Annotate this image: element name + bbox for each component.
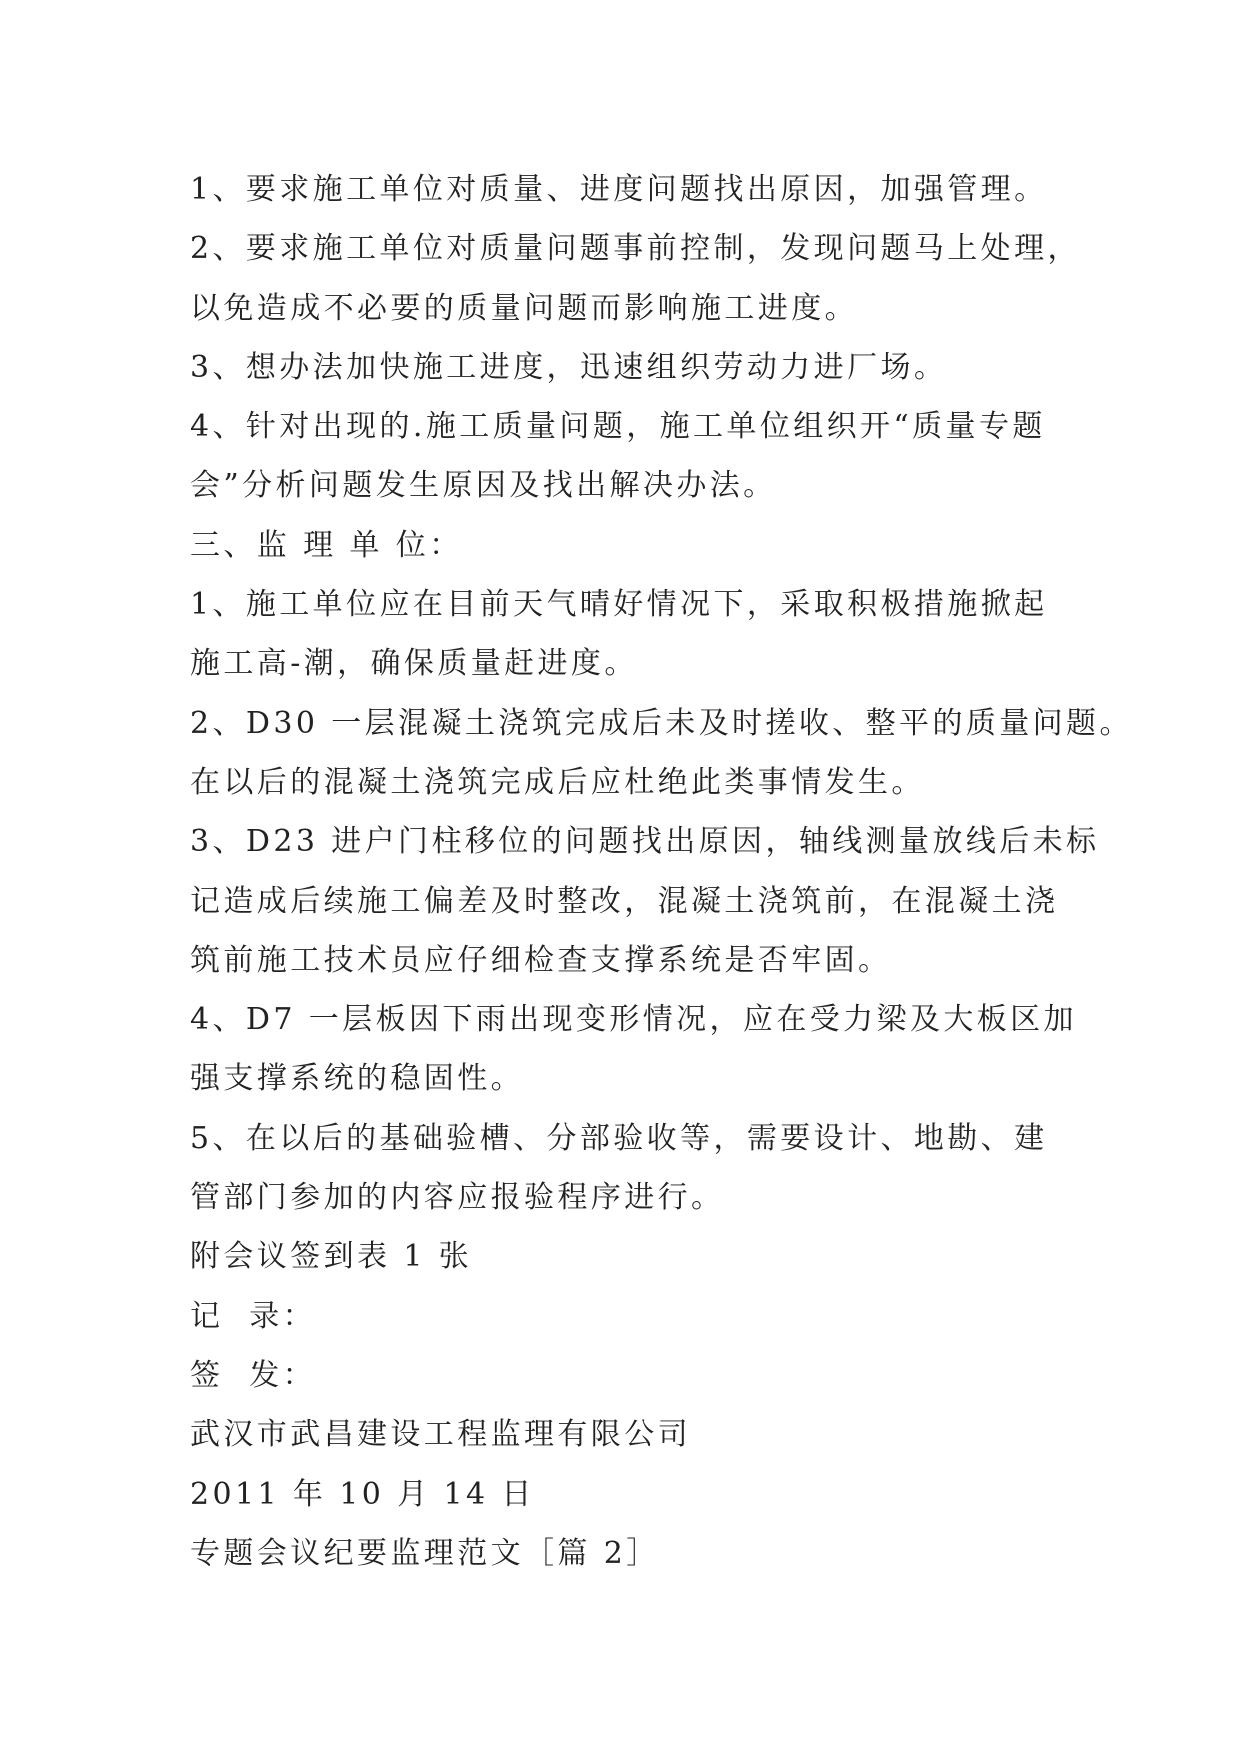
list-item-4: 4、针对出现的.施工质量问题，施工单位组织开“质量专题 [190, 409, 1046, 445]
supervision-item-5: 5、在以后的基础验槽、分部验收等，需要设计、地勘、建 [190, 1120, 1048, 1156]
section-heading-supervision-unit: 三、监 理 单 位： [190, 527, 463, 563]
supervision-item-3-continuation-1: 记造成后续施工偏差及时整改，混凝土浇筑前，在混凝土浇 [190, 883, 1059, 919]
issuer-field: 签 发： [190, 1357, 317, 1393]
list-item-4-continuation: 会”分析问题发生原因及找出解决办法。 [190, 468, 777, 504]
supervision-item-3: 3、D23 进户门柱移位的问题找出原因，轴线测量放线后未标 [190, 824, 1100, 860]
supervision-item-1: 1、施工单位应在目前天气晴好情况下，采取积极措施掀起 [190, 587, 1048, 623]
list-item-3: 3、想办法加快施工进度，迅速组织劳动力进厂场。 [190, 349, 948, 385]
supervision-item-4-continuation: 强支撑系统的稳固性。 [190, 1061, 524, 1097]
supervision-item-2-continuation: 在以后的混凝土浇筑完成后应杜绝此类事情发生。 [190, 764, 925, 800]
list-item-2: 2、要求施工单位对质量问题事前控制，发现问题马上处理， [190, 231, 1081, 267]
company-name: 武汉市武昌建设工程监理有限公司 [190, 1417, 691, 1453]
recorder-field: 记 录： [190, 1298, 317, 1334]
next-article-title: 专题会议纪要监理范文［篇 2］ [190, 1535, 660, 1571]
document-date: 2011 年 10 月 14 日 [190, 1476, 535, 1512]
list-item-2-continuation: 以免造成不必要的质量问题而影响施工进度。 [190, 290, 858, 326]
supervision-item-3-continuation-2: 筑前施工技术员应仔细检查支撑系统是否牢固。 [190, 942, 892, 978]
supervision-item-4: 4、D7 一层板因下雨出现变形情况，应在受力梁及大板区加 [190, 1002, 1077, 1038]
list-item-1: 1、要求施工单位对质量、进度问题找出原因，加强管理。 [190, 172, 1048, 207]
supervision-item-1-continuation: 施工高-潮，确保质量赶进度。 [190, 646, 638, 682]
supervision-item-2: 2、D30 一层混凝土浇筑完成后未及时搓收、整平的质量问题。 [190, 705, 1133, 741]
document-body [190, 160, 1133, 1583]
attachment-note: 附会议签到表 1 张 [190, 1239, 473, 1275]
supervision-item-5-continuation: 管部门参加的内容应报验程序进行。 [190, 1180, 725, 1216]
